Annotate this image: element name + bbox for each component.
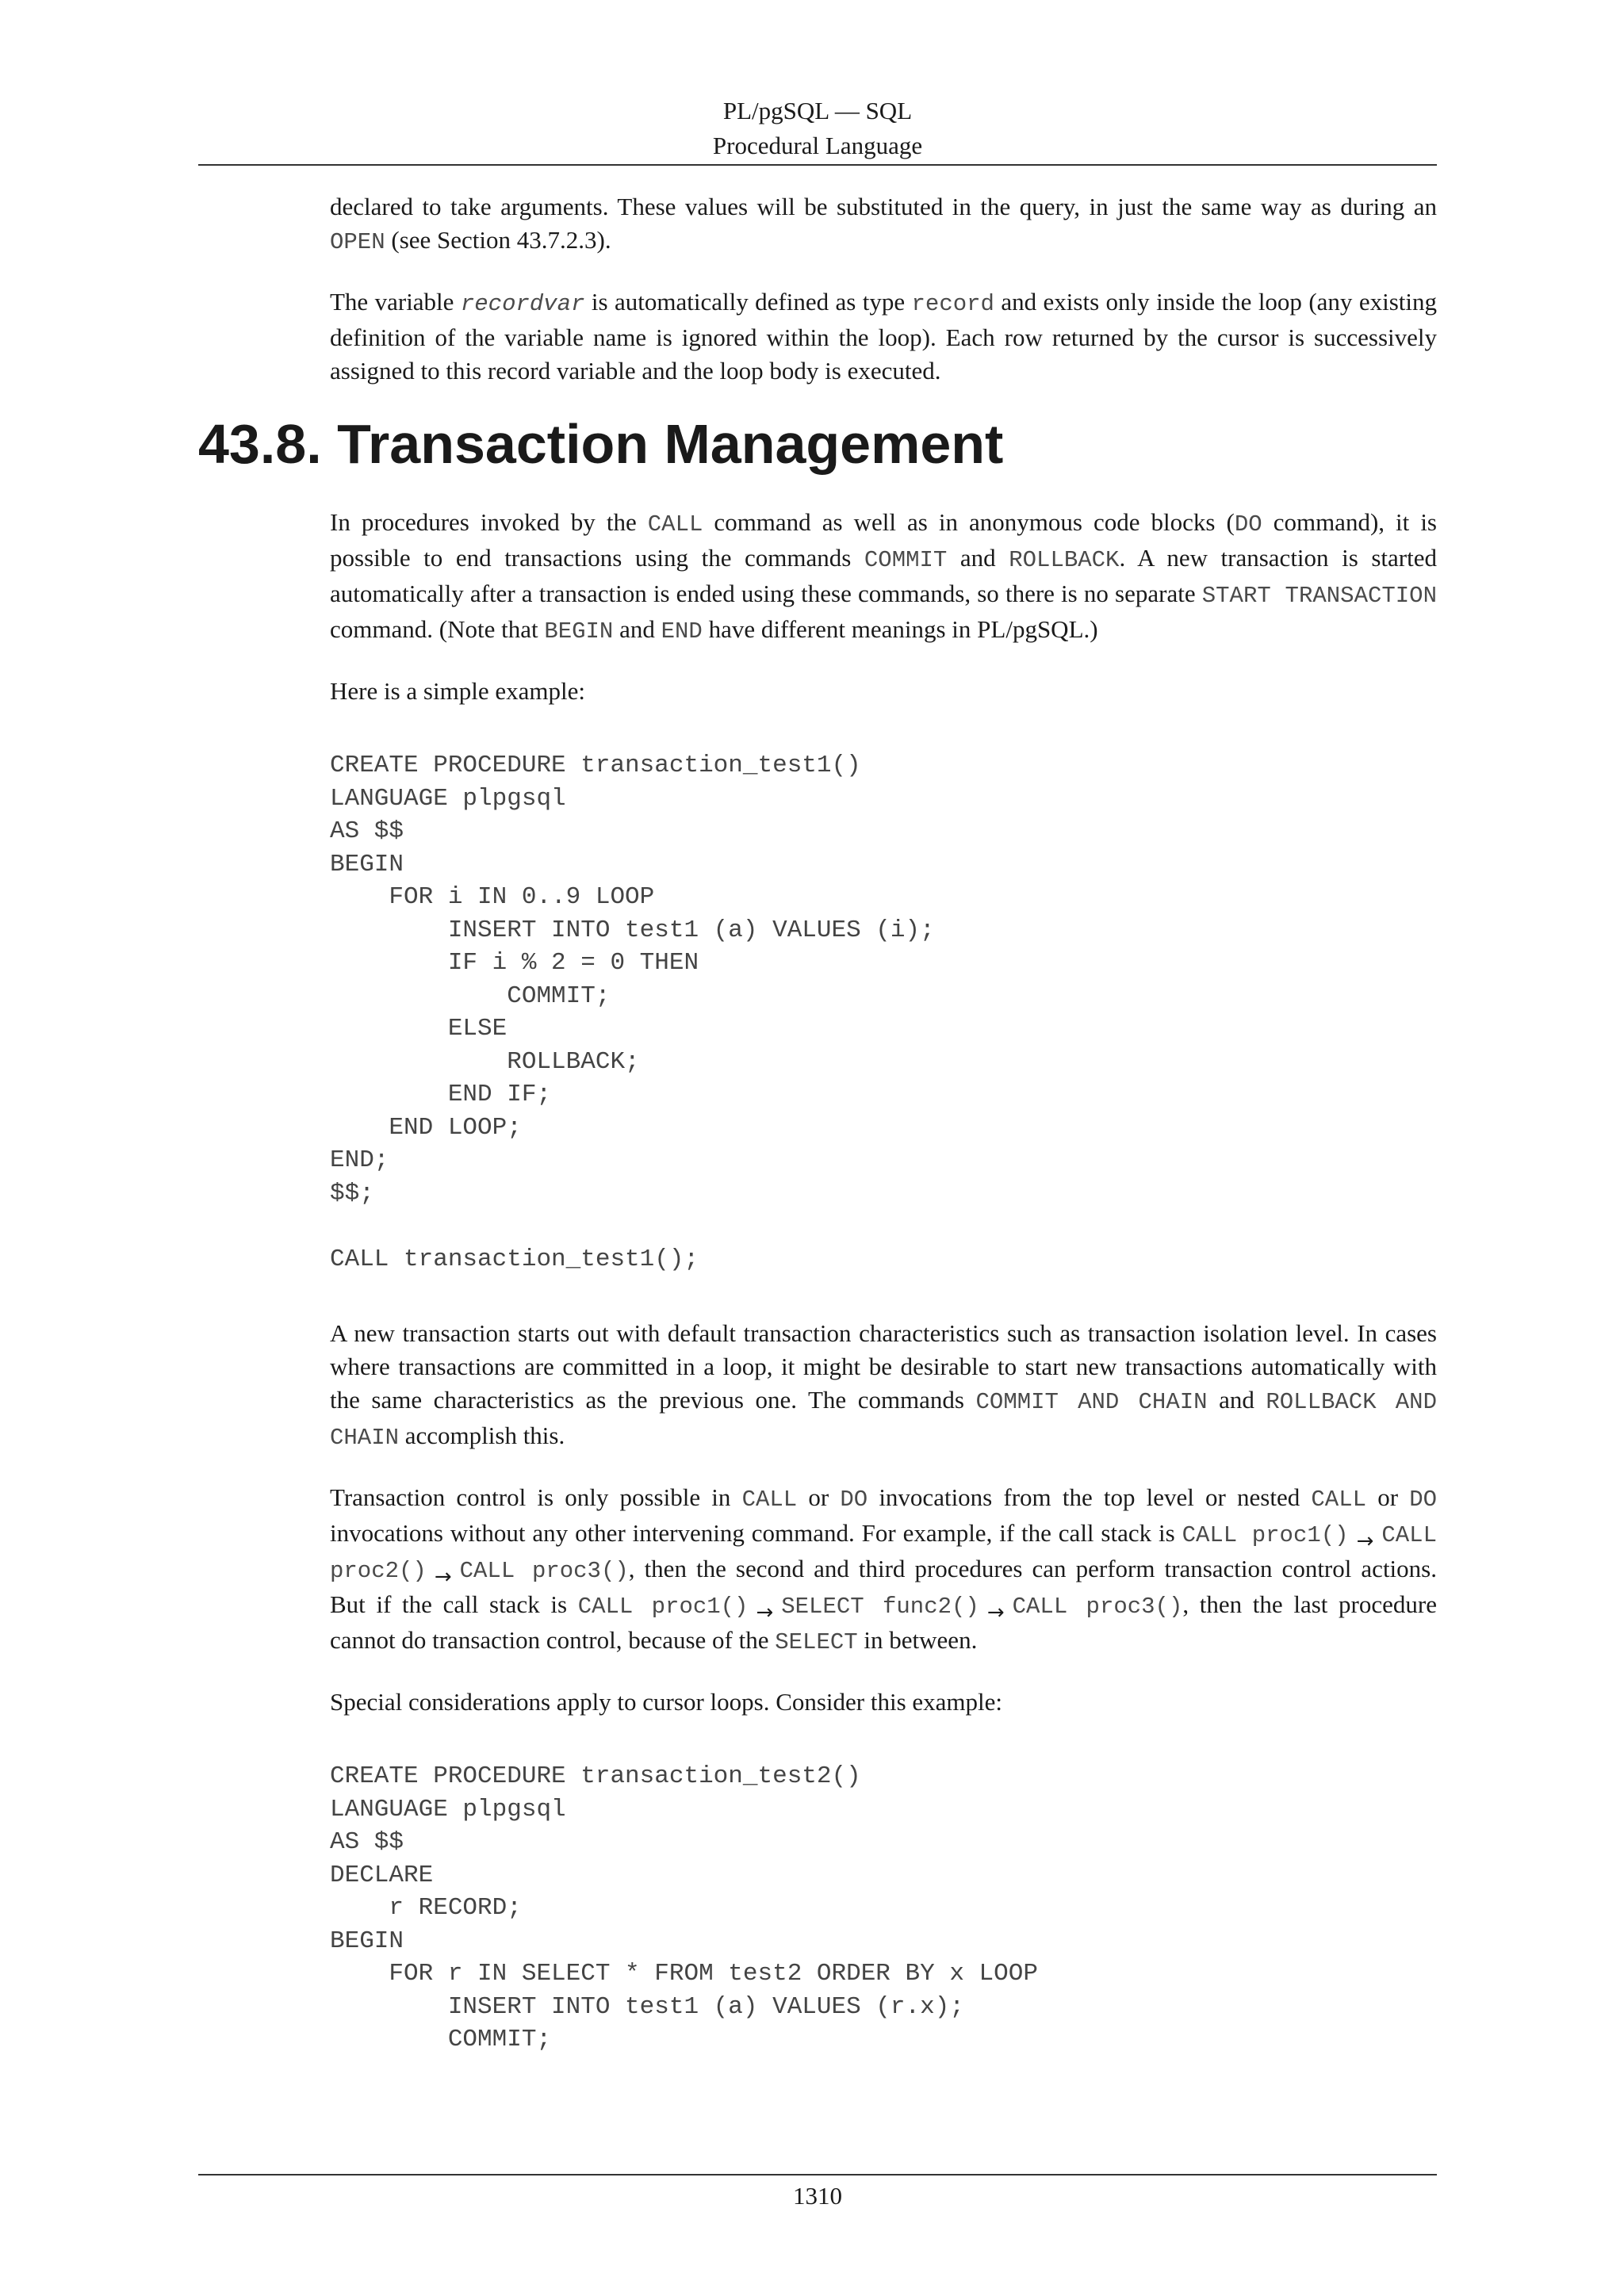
code-example-2 (330, 1760, 1437, 2057)
code-line: IF i % 2 = 0 THEN (330, 949, 699, 977)
section-paragraph-3: A new transaction starts out with default transaction characteristics such as transaction isolation level. In cases where transactions are committed in a loop, it might be desirable to start new transactions automatically with the same characteristics as the previous one. The commands COMMIT AND CHAIN and ROLLBACK AND CHAIN accomplish this. (330, 1319, 1437, 1451)
code-line: DECLARE (330, 1861, 434, 1889)
code-line: AS $$ (330, 817, 404, 845)
code-line: LANGUAGE plpgsql (330, 1795, 566, 1823)
code-line: BEGIN (330, 850, 404, 878)
section-paragraph-4: Transaction control is only possible in CALL or DO invocations from the top level or nested CALL or DO invocations without any other intervening command. For example, if the call stack is CALL proc1() $_\to$ CALL proc2() $_\to$ CALL proc3(), then the second and third procedures can perform transaction control actions. But if the call stack is CALL proc1() $_\to$ SELECT func2() $_\to$ CALL proc3(), then the last procedure cannot do transaction control, because of the SELECT in between. (330, 1483, 1437, 1655)
code-line: LANGUAGE plpgsql (330, 784, 566, 813)
code-inline: ROLLBACK AND CHAIN (330, 1389, 1437, 1451)
code-line: FOR i IN 0..9 LOOP (330, 883, 655, 911)
code-line (330, 1210, 1437, 1243)
section-content (330, 506, 1437, 2057)
code-inline: record (911, 291, 994, 317)
code-inline: CALL proc2() (330, 1522, 1437, 1584)
header-title: PL/pgSQL — SQL (722, 97, 913, 124)
code-inline: CALL (1311, 1487, 1367, 1513)
code-line: ROLLBACK; (330, 1047, 640, 1076)
intro-paragraph-2: The variable recordvar is automatically defined as type record and exists only inside the loop (any existing definition of the variable name is ignored within the loop). Each row returned by the cursor is successively assigned to this record variable and the loop body is executed. (330, 288, 1437, 385)
section-paragraph-2: Here is a simple example: (330, 677, 585, 705)
code-inline: DO (1234, 511, 1262, 538)
header-rule (198, 164, 1437, 166)
code-line: AS $$ (330, 1828, 404, 1856)
code-line: r RECORD; (330, 1894, 522, 1922)
code-line: INSERT INTO test1 (a) VALUES (i); (330, 916, 935, 944)
code-inline: CALL proc1() (1182, 1522, 1349, 1548)
code-inline: CALL proc1() (577, 1594, 749, 1620)
code-line: END; (330, 1146, 389, 1174)
code-line: END LOOP; (330, 1113, 522, 1142)
header-subtitle: Procedural Language (712, 132, 923, 159)
code-inline: DO (840, 1487, 868, 1513)
code-inline: CALL (741, 1487, 798, 1513)
code-inline: END (661, 618, 703, 645)
code-inline: COMMIT AND CHAIN (975, 1389, 1208, 1415)
code-inline: SELECT func2() (781, 1594, 979, 1620)
code-inline-italic: recordvar (460, 291, 585, 317)
code-line: END IF; (330, 1081, 552, 1108)
code-inline: BEGIN (544, 618, 614, 645)
page-header (198, 94, 1437, 163)
code-inline: SELECT (775, 1629, 858, 1655)
code-inline: START TRANSACTION (1201, 583, 1437, 609)
code-inline: ROLLBACK (1009, 547, 1120, 573)
arrow-icon: → (1356, 1529, 1374, 1553)
arrow-icon: → (986, 1601, 1005, 1624)
section-heading: 43.8. Transaction Management (198, 413, 1004, 475)
code-line: COMMIT; (330, 982, 611, 1010)
arrow-icon: → (434, 1565, 452, 1589)
intro-content (330, 190, 1437, 414)
code-line: COMMIT; (330, 2026, 552, 2053)
page-number: 1310 (793, 2182, 842, 2210)
intro-paragraph-1: declared to take arguments. These values will be substituted in the query, in just the same way as during an OPEN (see Section 43.7.2.3). (330, 193, 1437, 255)
code-inline: CALL proc3() (1012, 1594, 1183, 1620)
code-line: BEGIN (330, 1927, 404, 1955)
code-inline: CALL (647, 511, 703, 538)
code-line: FOR r IN SELECT * FROM test2 ORDER BY x LOOP (330, 1960, 1038, 1988)
code-line: $$; (330, 1179, 374, 1207)
code-inline: DO (1409, 1487, 1437, 1513)
code-inline: CALL proc3() (459, 1558, 629, 1584)
section-paragraph-1: In procedures invoked by the CALL command as well as in anonymous code blocks (DO command), it is possible to end transactions using the commands COMMIT and ROLLBACK. A new transaction is started automatically after a transaction is ended using these commands, so there is no separate START TRANSACTION command. (Note that BEGIN and END have different meanings in PL/pgSQL.) (330, 508, 1437, 645)
footer-rule (198, 2174, 1437, 2175)
code-inline: COMMIT (864, 547, 948, 573)
code-example-1 (330, 749, 1437, 1276)
code-inline: OPEN (330, 229, 385, 255)
code-line: CALL transaction_test1(); (330, 1245, 699, 1273)
code-line: ELSE (330, 1015, 508, 1043)
code-line: INSERT INTO test1 (a) VALUES (r.x); (330, 1992, 964, 2021)
code-line: CREATE PROCEDURE transaction_test1() (330, 752, 861, 779)
code-line: CREATE PROCEDURE transaction_test2() (330, 1762, 861, 1790)
arrow-icon: → (756, 1601, 774, 1624)
section-paragraph-5: Special considerations apply to cursor loops. Consider this example: (330, 1688, 1003, 1716)
